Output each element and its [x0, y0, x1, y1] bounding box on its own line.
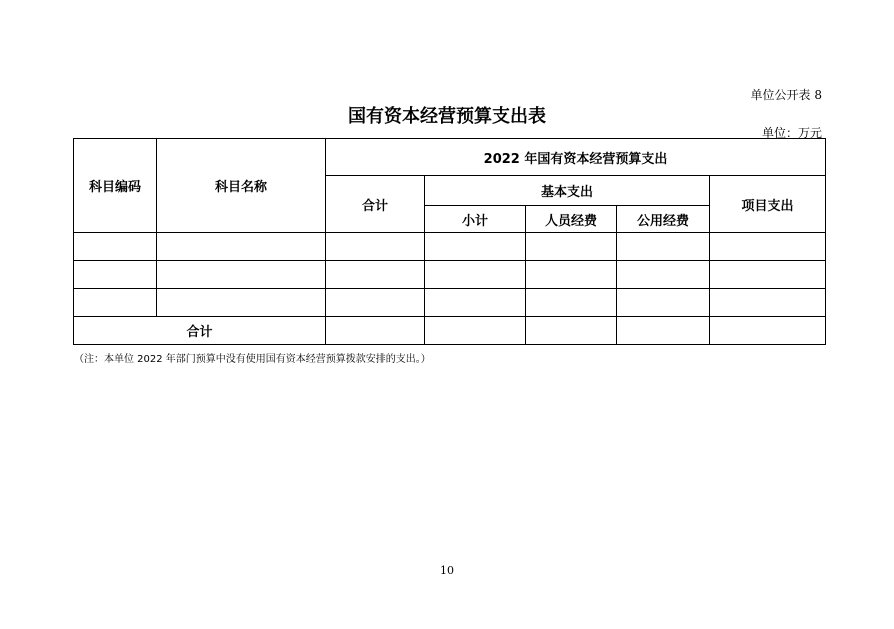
- cell-subtotal: [425, 233, 526, 261]
- cell-project: [710, 289, 826, 317]
- header-personnel-cost: 人员经费: [526, 206, 617, 233]
- header-group-title: 2022 年国有资本经营预算支出: [326, 139, 826, 176]
- cell-total: [326, 317, 425, 345]
- cell-personnel: [526, 289, 617, 317]
- header-subject-code: 科目编码: [74, 139, 157, 233]
- cell-name: [157, 233, 326, 261]
- table-row: [74, 233, 826, 261]
- cell-total: [326, 261, 425, 289]
- page-title: 国有资本经营预算支出表: [348, 106, 546, 127]
- cell-personnel: [526, 261, 617, 289]
- footnote: （注：本单位 2022 年部门预算中没有使用国有资本经营预算拨款安排的支出。）: [74, 354, 431, 365]
- cell-project: [710, 261, 826, 289]
- table-row: [74, 289, 826, 317]
- cell-subtotal: [425, 317, 526, 345]
- cell-subtotal: [425, 289, 526, 317]
- cell-project: [710, 233, 826, 261]
- table-row: [74, 261, 826, 289]
- cell-public: [617, 317, 710, 345]
- page-number: 10: [440, 564, 454, 577]
- cell-code: [74, 233, 157, 261]
- header-public-cost: 公用经费: [617, 206, 710, 233]
- table-number: 单位公开表 8: [750, 88, 822, 102]
- header-basic-expenditure: 基本支出: [425, 176, 710, 206]
- cell-public: [617, 233, 710, 261]
- unit-label: 单位：万元: [761, 126, 822, 140]
- cell-name: [157, 289, 326, 317]
- cell-total: [326, 289, 425, 317]
- cell-total: [326, 233, 425, 261]
- cell-subtotal: [425, 261, 526, 289]
- header-subject-name: 科目名称: [157, 139, 326, 233]
- cell-personnel: [526, 317, 617, 345]
- cell-personnel: [526, 233, 617, 261]
- header-total: 合计: [326, 176, 425, 233]
- cell-public: [617, 289, 710, 317]
- cell-code: [74, 289, 157, 317]
- cell-project: [710, 317, 826, 345]
- header-project-expenditure: 项目支出: [710, 176, 826, 233]
- cell-name: [157, 261, 326, 289]
- cell-public: [617, 261, 710, 289]
- header-subtotal: 小计: [425, 206, 526, 233]
- budget-table: [73, 138, 826, 345]
- total-row-label: 合计: [74, 317, 326, 345]
- total-row: [74, 317, 826, 345]
- cell-code: [74, 261, 157, 289]
